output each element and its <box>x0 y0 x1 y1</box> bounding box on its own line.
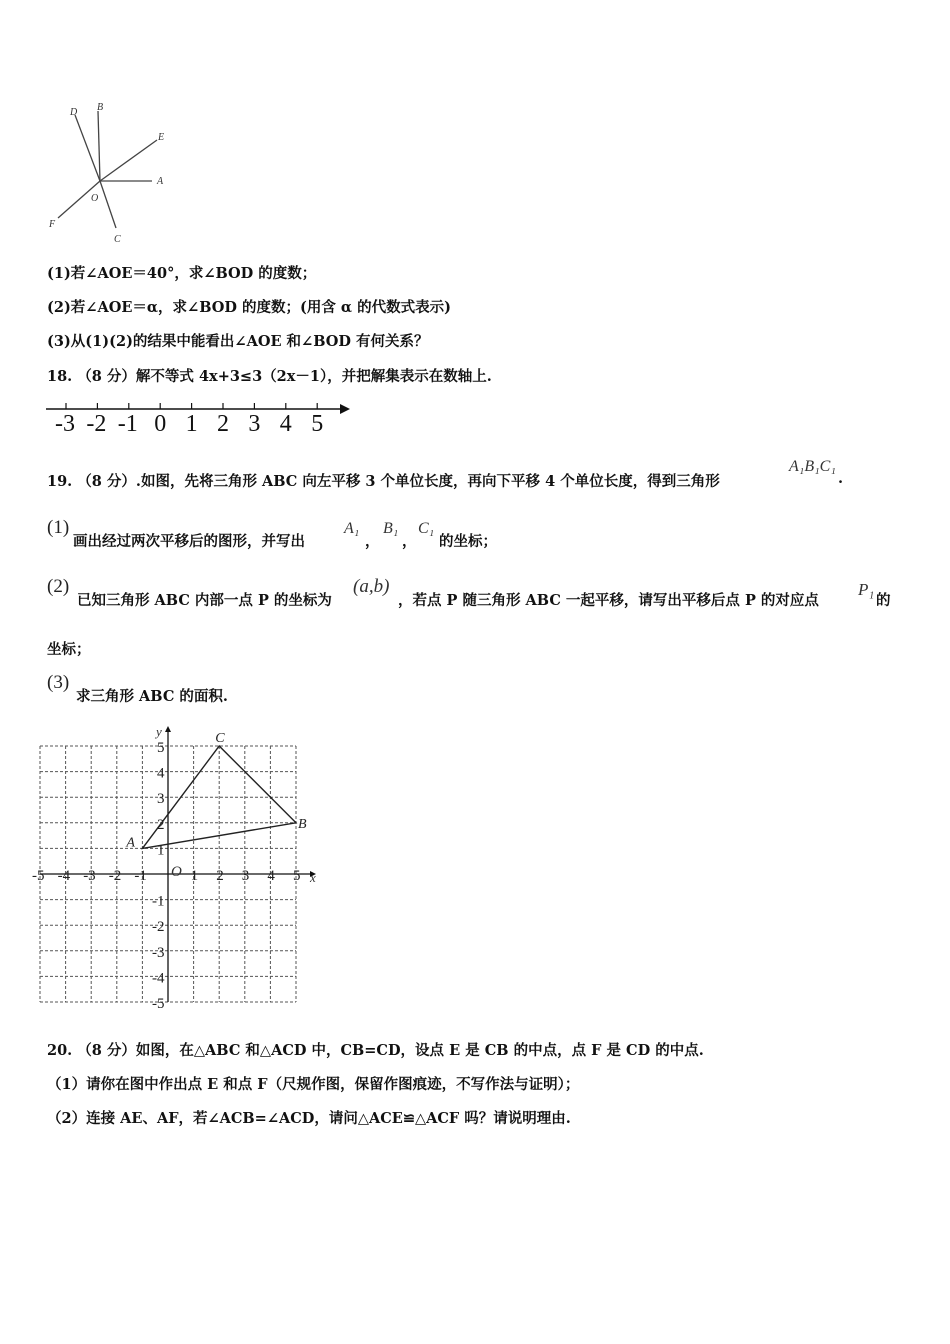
label-B: B <box>97 102 104 113</box>
separator: ， <box>365 533 380 550</box>
x-tick-label: 4 <box>267 868 275 884</box>
q19-part2-text: 已知三角形 ABC 内部一点 P 的坐标为 <box>77 592 332 609</box>
y-tick-label: -1 <box>152 893 165 910</box>
angle-figure <box>40 95 180 250</box>
x-tick-label: 5 <box>293 868 301 884</box>
origin-label: O <box>171 864 182 880</box>
label-C: C <box>114 234 121 245</box>
label-D: D <box>70 107 78 118</box>
y-tick-label: 4 <box>157 765 165 782</box>
arrow-icon <box>340 404 350 414</box>
q19-part2-wrap: 坐标； <box>47 641 91 658</box>
y-tick-label: -4 <box>152 970 165 987</box>
q17-part1: (1)若∠AOE＝40°，求∠BOD 的度数； <box>47 265 317 282</box>
x-tick-label: -5 <box>32 868 45 884</box>
q19-intro-end: . <box>838 470 844 487</box>
x-axis-label: x <box>310 870 316 885</box>
q20-part2: （2）连接 AE、AF，若∠ACB=∠ACD，请问△ACE≌△ACF 吗？请说明理由. <box>47 1110 571 1127</box>
label-E: E <box>158 132 165 143</box>
q19-part1-text: 画出经过两次平移后的图形，并写出 <box>73 533 305 550</box>
separator: ， <box>402 533 417 550</box>
y-axis-label: y <box>156 724 162 739</box>
q19-intro: 19. （8 分）.如图，先将三角形 ABC 向左平移 3 个单位长度，再向下平移 4 个单位长度，得到三角形 <box>47 473 720 490</box>
ray-OC <box>100 181 116 228</box>
number-line-label: -2 <box>86 411 107 437</box>
x-tick-label: 1 <box>190 868 199 884</box>
y-tick-label: 5 <box>157 740 165 756</box>
y-tick-label: 3 <box>157 791 165 808</box>
y-tick-label: -2 <box>152 919 165 936</box>
label-A: A <box>157 176 164 187</box>
q19-part3-number: (3) <box>47 672 70 693</box>
label-F: F <box>49 219 56 230</box>
q19-part2-text-cont: ，若点 P 随三角形 ABC 一起平移，请写出平移后点 P 的对应点 <box>398 592 819 609</box>
q20-part1: （1）请你在图中作出点 E 和点 F（尺规作图，保留作图痕迹，不写作法与证明）； <box>47 1076 580 1093</box>
ray-OB <box>98 111 100 181</box>
q19-part1-number: (1) <box>47 517 70 538</box>
q17-part3: (3)从(1)(2)的结果中能看出∠AOE 和∠BOD 有何关系？ <box>47 333 429 350</box>
q19-part1-end: 的坐标； <box>439 533 497 550</box>
q18-text: 18. （8 分）解不等式 4x+3≤3（2x－1），并把解集表示在数轴上. <box>47 368 492 385</box>
vertex-label-C: C <box>215 731 225 746</box>
q17-part2: (2)若∠AOE＝α，求∠BOD 的度数；(用含 α 的代数式表示) <box>47 299 451 316</box>
label-O: O <box>91 193 99 204</box>
x-tick-label: 3 <box>241 868 250 884</box>
y-tick-label: 1 <box>157 842 165 859</box>
coordinate-grid <box>32 720 340 1012</box>
y-tick-label: -3 <box>152 944 165 961</box>
point-C1: C₁ <box>418 520 435 537</box>
number-line-label: -3 <box>55 411 75 437</box>
number-line-label: -1 <box>117 411 138 437</box>
vertex-label-A: A <box>126 835 135 851</box>
vertex-label-B: B <box>298 816 307 832</box>
point-A1: A₁ <box>344 520 360 537</box>
point-P-coordinates: (a,b) <box>353 576 390 597</box>
q19-part2-number: (2) <box>47 576 70 597</box>
y-axis-arrow-icon <box>165 726 171 732</box>
x-tick-label: 2 <box>216 868 224 884</box>
x-tick-label: -1 <box>134 868 147 884</box>
number-line-label: 0 <box>154 411 167 437</box>
ray-OD <box>75 115 100 181</box>
number-line-label: 3 <box>248 411 261 437</box>
x-tick-label: -4 <box>57 868 71 884</box>
q19-part3-text: 求三角形 ABC 的面积. <box>76 688 228 705</box>
number-line-label: 2 <box>217 411 229 437</box>
y-tick-label: -5 <box>152 996 165 1012</box>
number-line-label: 5 <box>311 411 324 437</box>
number-line-label: 4 <box>279 411 292 437</box>
q20-text: 20. （8 分）如图，在△ABC 和△ACD 中，CB=CD，设点 E 是 CB 的中点，点 F 是 CD 的中点. <box>47 1042 704 1059</box>
number-line-label: 1 <box>185 411 198 437</box>
point-B1: B₁ <box>383 520 399 537</box>
x-tick-label: -2 <box>108 868 122 884</box>
ray-OE <box>100 140 157 181</box>
y-tick-label: 2 <box>157 816 165 833</box>
triangle-name: A₁B₁C₁ <box>789 458 836 475</box>
x-tick-label: -3 <box>83 868 96 884</box>
q19-part2-end: 的 <box>876 592 891 609</box>
point-P1: P₁ <box>858 580 875 599</box>
